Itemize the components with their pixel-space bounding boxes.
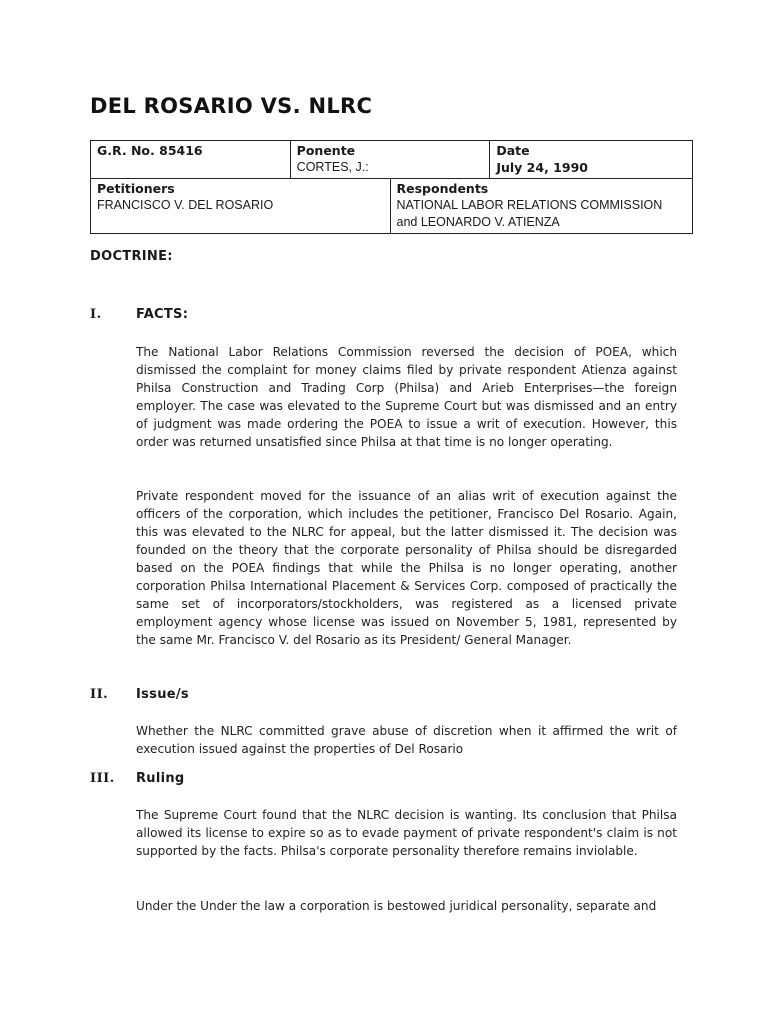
doctrine-heading: DOCTRINE: <box>90 249 173 264</box>
ruling-paragraph-2: Under the Under the law a corporation is bestowed juridical personality, separate and <box>136 899 657 913</box>
petitioners-value: FRANCISCO V. DEL ROSARIO <box>97 198 274 212</box>
issues-number: II. <box>90 687 109 702</box>
respondents-value: NATIONAL LABOR RELATIONS COMMISSION and LEONARDO V. ATIENZA <box>396 198 663 229</box>
date-label: Date <box>496 143 530 158</box>
date-cell <box>490 141 693 179</box>
ponente-value: CORTES, J.: <box>296 160 369 174</box>
facts-paragraph-2: Private respondent moved for the issuance of an alias writ of execution against the officers of the corporation, which includes the petitioner, Francisco Del Rosario. Again, this was elevated to the NLRC for appeal, but the latter dismissed it. The decision was founded on the theory that the corporate personality of Philsa should be disregarded based on the POEA findings that while the Philsa is no longer operating, another corporation Philsa International Placement & Services Corp. composed of practically the same set of incorporators/stockholders, was registered as a licensed private employment agency whose license was issued on November 5, 1981, represented by the same Mr. Francisco V. del Rosario as its President/ General Manager. <box>136 489 677 647</box>
issues-heading: Issue/s <box>136 687 189 702</box>
ruling-paragraph-1: The Supreme Court found that the NLRC decision is wanting. Its conclusion that Philsa allowed its license to expire so as to evade payment of private respondent's claim is not supported by the facts. Philsa's corporate personality therefore remains inviolable. <box>136 808 677 858</box>
case-info-table <box>90 140 693 234</box>
page-title: DEL ROSARIO VS. NLRC <box>90 94 373 118</box>
issues-paragraph-1: Whether the NLRC committed grave abuse of discretion when it affirmed the writ of execution issued against the properties of Del Rosario <box>136 724 677 756</box>
facts-paragraph-1: The National Labor Relations Commission reversed the decision of POEA, which dismissed the complaint for money claims filed by private respondent Atienza against Philsa Construction and Trading Corp (Philsa) and Arieb Enterprises—the foreign employer. The case was elevated to the Supreme Court but was dismissed and an entry of judgment was made ordering the POEA to issue a writ of execution. However, this order was returned unsatisfied since Philsa at that time is no longer operating. <box>136 345 677 449</box>
date-value: July 24, 1990 <box>496 160 588 175</box>
respondents-cell <box>390 179 692 234</box>
respondents-label: Respondents <box>396 181 489 196</box>
gr-no: G.R. No. 85416 <box>97 143 203 158</box>
petitioners-label: Petitioners <box>97 181 175 196</box>
ruling-number: III. <box>90 771 115 786</box>
facts-number: I. <box>90 307 102 322</box>
facts-heading: FACTS: <box>136 307 189 322</box>
ruling-heading: Ruling <box>136 771 185 786</box>
petitioners-cell <box>91 179 391 234</box>
ponente-cell <box>290 141 490 179</box>
gr-no-cell <box>91 141 291 179</box>
ponente-label: Ponente <box>296 143 356 158</box>
